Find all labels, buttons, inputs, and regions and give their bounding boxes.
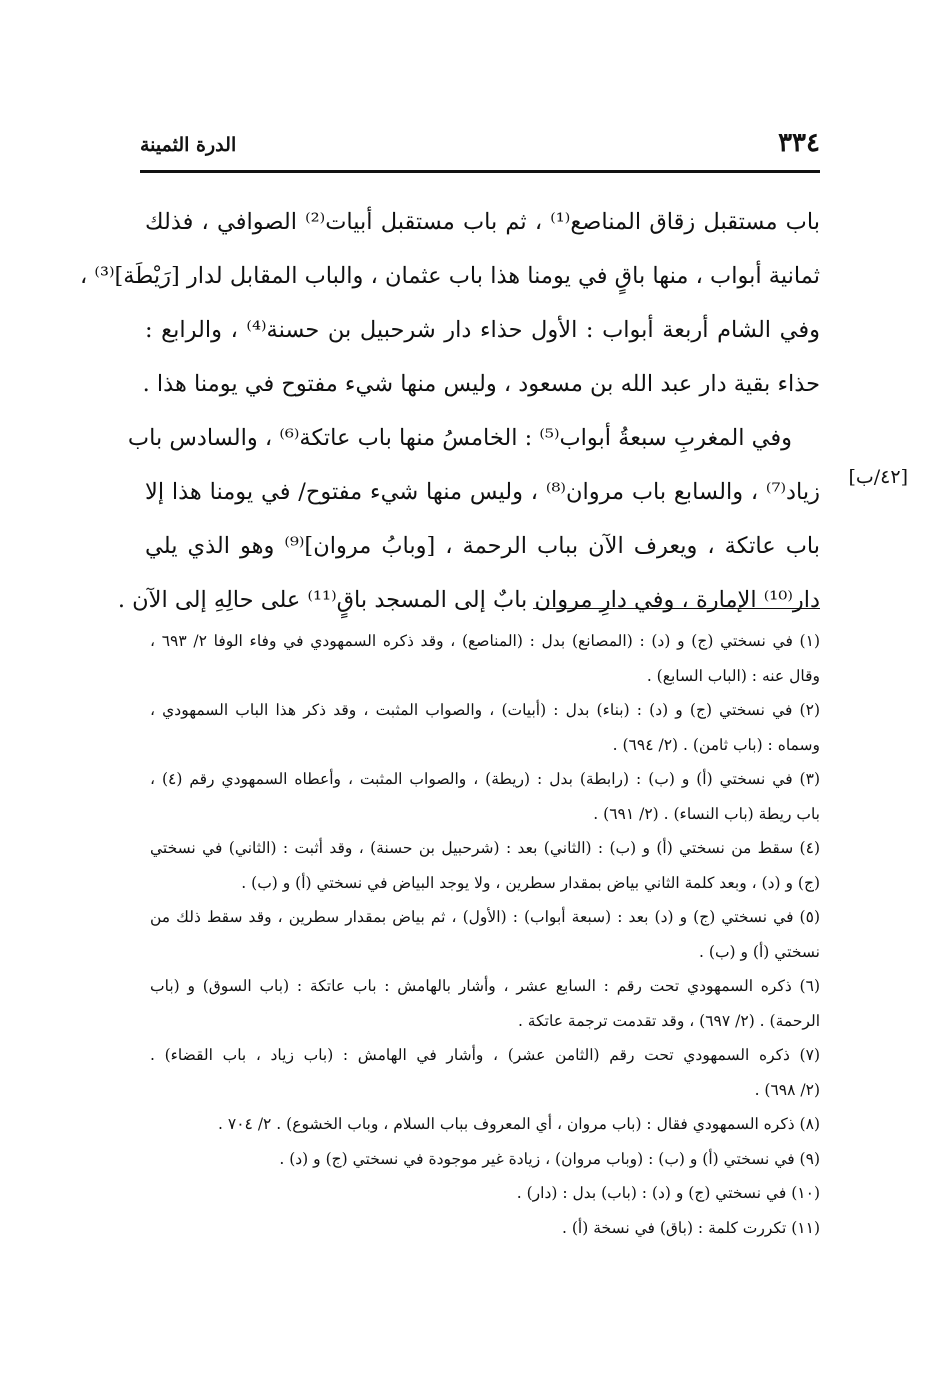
- text-line: باب مستقبل زقاق المناصع⁽¹⁾ ، ثم باب مستقبل أبيات⁽²⁾ الصوافي ، فذلك: [145, 209, 820, 235]
- manuscript-folio-note: [٤٢/ب]: [848, 466, 908, 488]
- footnote-line: (٩) في نسختي (أ) و (ب) : (وباب مروان) ، زيادة غير موجودة في نسختي (ج) و (د) .: [279, 1149, 820, 1168]
- footnote-line: (٧) ذكره السمهودي تحت رقم (الثامن عشر) ، وأشار في الهامش : (باب زياد ، باب القضاء) .: [150, 1046, 820, 1064]
- running-title: الدرة الثمينة: [140, 134, 237, 156]
- text-line: دار⁽¹⁰⁾ الإمارة ، وفي دارِ مروان بابٌ إلى المسجد باقٍ⁽¹¹⁾ على حالِهِ إلى الآن .: [117, 587, 820, 613]
- footnote-3: [150, 762, 820, 831]
- footnote-line: نسختي (أ) و (ب) .: [699, 942, 820, 961]
- main-text: [80, 195, 820, 627]
- text-line: وفي الشام أربعة أبواب : الأول حذاء دار شرحبيل بن حسنة⁽⁴⁾ ، والرابع :: [145, 317, 820, 343]
- footnote-9: [150, 1142, 820, 1177]
- page-header: [140, 126, 820, 170]
- footnote-line: (٤) سقط من نسختي (أ) و (ب) : (الثاني) بعد : (شرحبيل بن حسنة) ، وقد أثبت : (الثاني) في نسختي: [150, 839, 820, 857]
- footnote-1: [150, 624, 820, 693]
- footnote-line: وقال عنه : (الباب السابع) .: [646, 666, 820, 685]
- text-line: حذاء بقية دار عبد الله بن مسعود ، وليس منها شيء مفتوح في يومنا هذا .: [142, 371, 820, 397]
- text-line: باب عاتكة ، ويعرف الآن بباب الرحمة ، [وبابُ مروان]⁽⁹⁾ وهو الذي يلي: [145, 533, 820, 559]
- text-line: ثمانية أبواب ، منها باقٍ في يومنا هذا باب عثمان ، والباب المقابل لدار [رَيْطَة]⁽³⁾ ،: [80, 263, 820, 289]
- footnote-line: (٨) ذكره السمهودي فقال : (باب مروان ، أي المعروف بباب السلام ، وباب الخشوع) . ٢/ ٧٠٤ .: [218, 1115, 820, 1133]
- text-line: وفي المغربِ سبعةُ أبواب⁽⁵⁾ : الخامسُ منها باب عاتكة⁽⁶⁾ ، والسادس باب: [127, 425, 792, 451]
- footnote-11: [150, 1211, 820, 1246]
- footnote-line: (٦) ذكره السمهودي تحت رقم : السابع عشر ، وأشار بالهامش : باب عاتكة : (باب السوق) و (باب: [150, 977, 820, 995]
- footnote-10: [150, 1176, 820, 1211]
- footnote-4: [150, 831, 820, 900]
- header-rule: [140, 170, 820, 173]
- footnotes: [150, 624, 820, 1245]
- text-line: زياد⁽⁷⁾ ، والسابع باب مروان⁽⁸⁾ ، وليس منها شيء مفتوح/ في يومنا هذا إلا: [145, 479, 820, 505]
- footnote-line: (١٠) في نسختي (ج) و (د) : (باب) بدل : (دار) .: [516, 1184, 820, 1202]
- footnote-line: الرحمة) . (٢/ ٦٩٧) ، وقد تقدمت ترجمة عاتكة .: [517, 1011, 820, 1030]
- footnote-line: (ج) و (د) ، وبعد كلمة الثاني بياض بمقدار سطرين ، ولا يوجد البياض في نسختي (أ) و (ب) .: [241, 873, 820, 892]
- footnote-line: (١١) تكررت كلمة : (باق) في نسخة (أ) .: [562, 1218, 820, 1237]
- footnote-line: وسماه : (باب ثامن) . (٢/ ٦٩٤) .: [612, 735, 820, 754]
- footnote-6: [150, 969, 820, 1038]
- footnote-line: (٢) في نسختي (ج) و (د) : (بناء) بدل : (أبيات) ، والصواب المثبت ، وقد ذكر هذا الباب السمهودي ،: [150, 701, 820, 719]
- footnote-7: [150, 1038, 820, 1107]
- footnote-line: (١) في نسختي (ج) و (د) : (المصانع) بدل : (المناصع) ، وقد ذكره السمهودي في وفاء الوفا ٢/ ٦٩٣ ،: [150, 632, 820, 650]
- footnote-8: [150, 1107, 820, 1142]
- footnote-2: [150, 693, 820, 762]
- footnote-line: (٢/ ٦٩٨) .: [754, 1080, 820, 1099]
- page-number: ٣٣٤: [778, 128, 820, 158]
- footnote-separator: [533, 608, 820, 609]
- footnote-line: باب ريطة (باب النساء) . (٢/ ٦٩١) .: [593, 804, 820, 823]
- footnote-line: (٥) في نسختي (ج) و (د) بعد : (سبعة أبواب) : (الأول) ، ثم بياض بمقدار سطرين ، وقد سقط ذلك من: [150, 908, 820, 926]
- footnote-5: [150, 900, 820, 969]
- footnote-line: (٣) في نسختي (أ) و (ب) : (رابطة) بدل : (ريطة) ، والصواب المثبت ، وأعطاه السمهودي رقم (٤) ،: [150, 770, 820, 788]
